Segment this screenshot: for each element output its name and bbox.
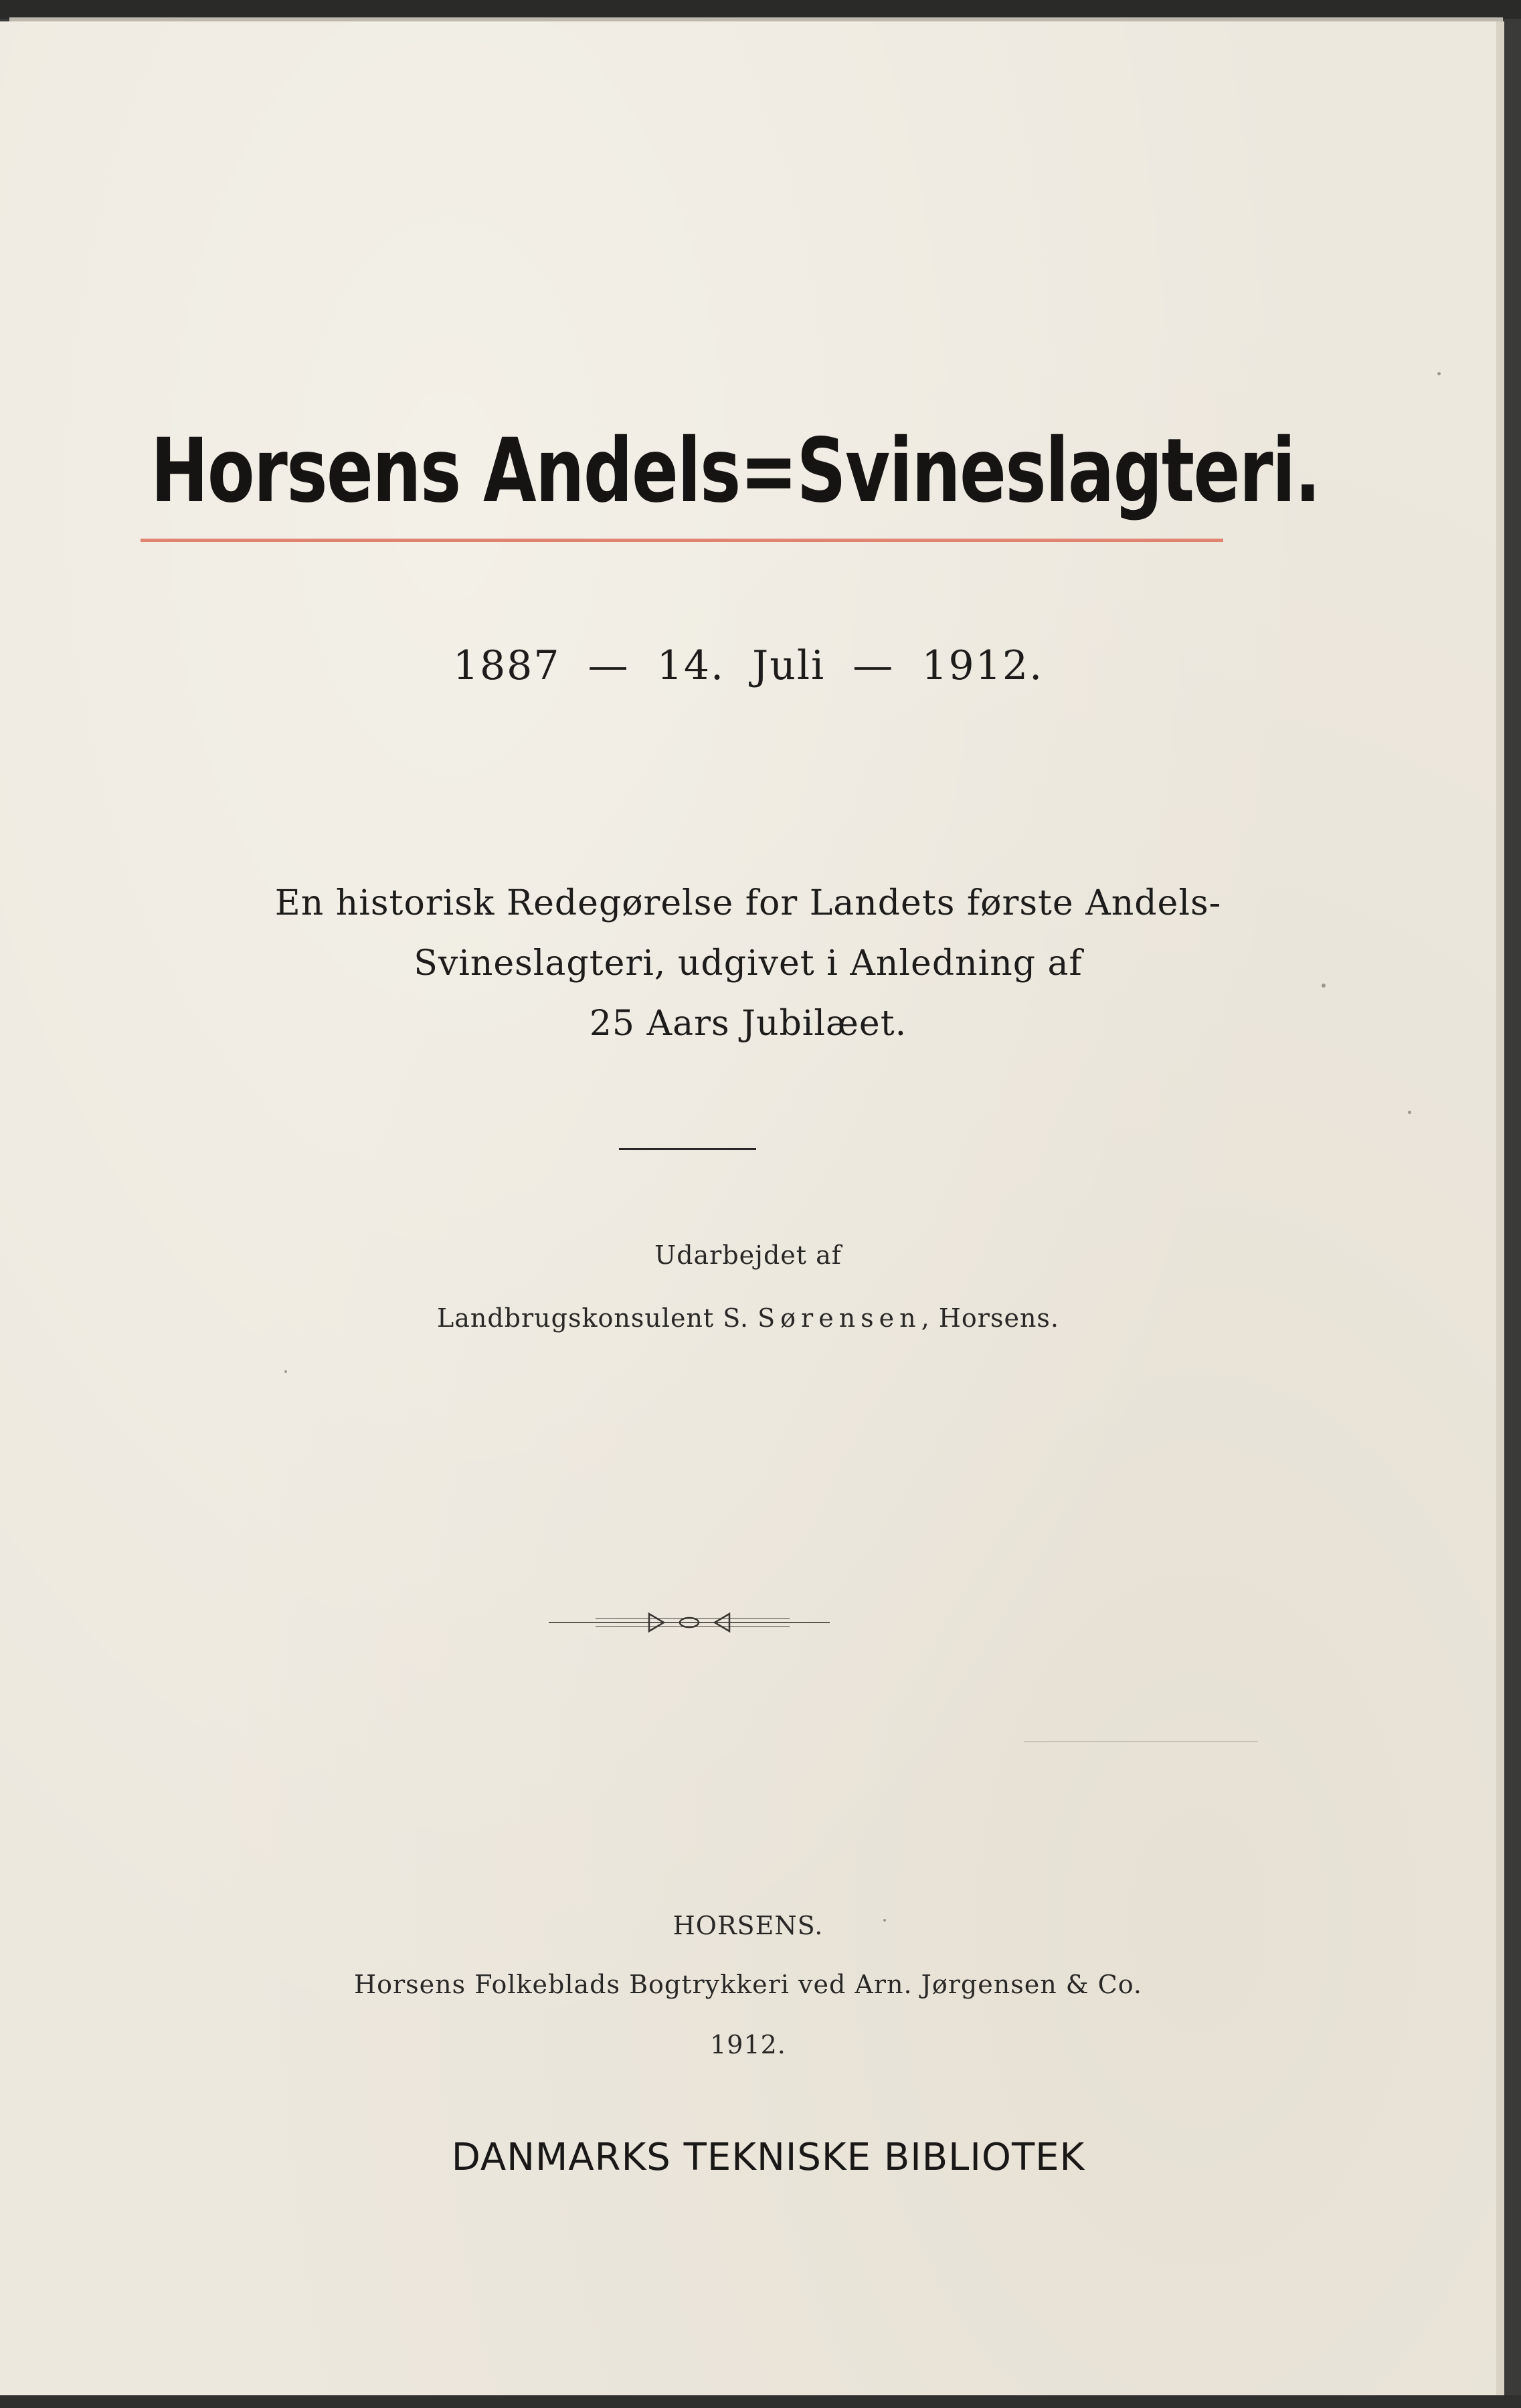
author-line: [0, 1303, 1496, 1333]
scanner-bottom-edge: [0, 2395, 1521, 2408]
page-edge: [1496, 21, 1504, 2395]
subtitle-line-2: Svineslagteri, udgivet i Anledning af: [414, 943, 1083, 984]
paper-speck: [1322, 984, 1326, 988]
imprint-year: 1912.: [710, 2030, 786, 2059]
title-underline: [141, 539, 1223, 542]
author-name: Sørensen: [757, 1303, 921, 1333]
section-divider: [619, 1148, 756, 1150]
author-suffix: , Horsens.: [921, 1303, 1060, 1333]
anniversary-dates: 1887 — 14. Juli — 1912.: [452, 642, 1044, 689]
author-label: Udarbejdet af: [654, 1240, 842, 1270]
paper-speck: [284, 1370, 287, 1373]
faint-mark: [1024, 1741, 1258, 1742]
paper-speck: [883, 1919, 886, 1922]
subtitle-line-1: En historisk Redegørelse for Landets første Andels-: [274, 883, 1222, 923]
subtitle-line-3: 25 Aars Jubilæet.: [589, 1004, 907, 1044]
decorative-ornament: [549, 1606, 830, 1639]
imprint-printer: Horsens Folkeblads Bogtrykkeri ved Arn. Jørgensen & Co.: [353, 1970, 1143, 1999]
author-prefix: Landbrugskonsulent S.: [436, 1303, 758, 1333]
paper-speck: [1408, 1111, 1411, 1114]
scanner-top-edge: [0, 0, 1521, 19]
imprint-place: HORSENS.: [673, 1911, 824, 1940]
paper-speck: [1437, 372, 1441, 375]
library-stamp: DANMARKS TEKNISKE BIBLIOTEK: [451, 2136, 1085, 2179]
book-title: Horsens Andels=Svineslagteri.: [151, 420, 1320, 523]
